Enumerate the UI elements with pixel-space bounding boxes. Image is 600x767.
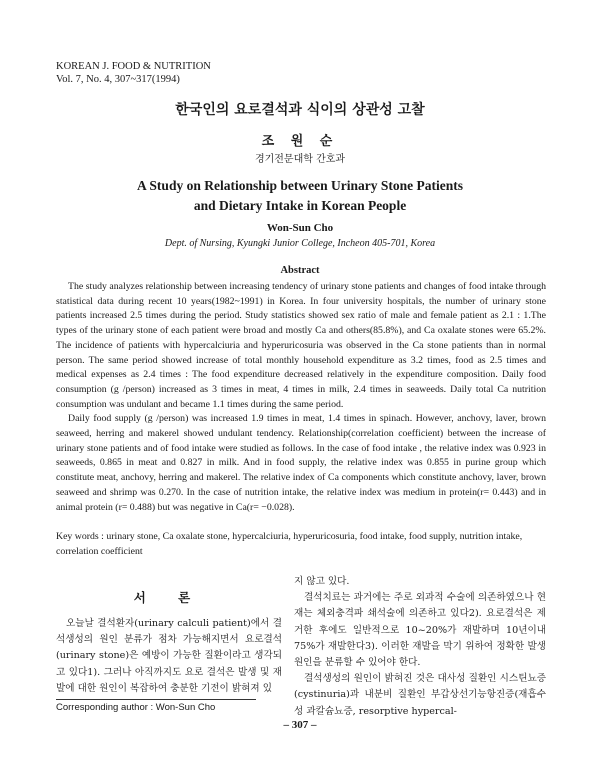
section-heading-introduction: 서 론 [133,590,205,605]
body-paragraph: 지 않고 있다. [294,576,350,587]
abstract-heading: Abstract [280,265,320,276]
body-paragraph: 결석생성의 원인이 밝혀진 것은 대사성 질환인 시스틴뇨증(cystinuria)과 내분비 질환인 부갑상선기능항진증(재흡수성 과칼슘뇨증, resorptive hypercal- [294,673,546,717]
abstract-paragraph: The study analyzes relationship between increasing tendency of urinary stone patients and changes of food intake through statistical data during recent 10 years(1982~1991) in Korea. In four university hospitals, the number of urinary stone patients increased 2.5 times during the period. Study statistics showed sex ratio of male and female patient as 2.1 : 1.The types of the urinary stone of each patient were broad and mostly Ca and others(85.8%), and Ca oxalate stones were 65.2%. The incidence of patients with hypercalciuria and hyperuricosuria was observed in the Ca stone patients than in normal person. The same period showed increase of total monthly household expenditure as 3.2 times, food as 2.5 times and medical expenses as 2.4 times : The food expenditure decreased relatively in the expenditure composition. Daily food consumption (g /person) increased as 3 times in meat, 4 times in milk, 2.4 times in seaweeds. Daily total Ca nutrition consumption was undulant and became 1.1 times during the same period. [56,281,546,410]
right-column-text [294,574,546,720]
left-column [56,580,282,697]
title-english-line2: and Dietary Intake in Korean People [193,198,407,213]
page-number: – 307 – [283,719,317,731]
body-paragraph: 오늘날 결석환자(urinary calculi patient)에서 결석생성의 원인 분류가 점차 가능해지면서 요로결석(urinary stone)은 예방이 가능한 질환이라고 생각되고 있다1). 그러나 아직까지도 요로 결석은 발생 및 재발에 대한 원인이 복잡하여 충분한 기전이 밝혀져 있 [56,618,282,694]
abstract-paragraph: Daily food supply (g /person) was increased 1.9 times in meat, 1.4 times in spinach. However, anchovy, laver, brown seaweed, herring and makerel showed undulant tendency. Relationship(correlation coefficient) between the increase of urinary stone patients and of food intake were studied as follows. In the case of food intake , the relative index was 0.923 in seaweeds, 0.865 in meat and 0.827 in milk. And in food supply, the relative index was 0.855 in purine group which constitute meat, anchovy, herring and makerel. The relative index of Ca components which constitute anchovy, laver, brown seaweed and shrimp was 0.270. In the case of nutrition intake, the relative index was medium in protein(r= 0.443) and in animal protein (r= 0.488) but was negative in Ca(r= −0.028). [56,413,546,513]
title-english-line1: A Study on Relationship between Urinary Stone Patients [137,178,463,193]
abstract-body [56,280,546,515]
author-english: Won-Sun Cho [266,222,334,234]
journal-name: KOREAN J. FOOD & NUTRITION [56,61,211,72]
keywords-text: urinary stone, Ca oxalate stone, hypercalciuria, hyperuricosuria, food intake, food supply, nutrition intake, correlation coefficient [56,531,523,557]
title-korean: 한국인의 요로결석과 식이의 상관성 고찰 [175,102,425,118]
affiliation-korean: 경기전문대학 간호과 [254,154,346,165]
keywords [56,530,546,559]
title-english [0,176,600,216]
right-column [294,574,546,720]
affiliation-english: Dept. of Nursing, Kyungki Junior College, Incheon 405-701, Korea [164,238,436,249]
keywords-label: Key words : [56,531,104,542]
body-paragraph: 결석치료는 과거에는 주로 외과적 수술에 의존하였으나 현재는 체외충격파 쇄석술에 의존하고 있다2). 요로결석은 제거한 후에도 일반적으로 10~20%가 재발하며 10년이내 75%가 재발한다3). 이러한 재발을 막기 위하여 정확한 발생원인을 분류할 수 있어야 한다. [294,592,546,669]
footnote-divider [56,699,256,700]
corresponding-author-footnote: Corresponding author : Won-Sun Cho [56,702,216,713]
left-column-text [56,616,282,697]
journal-header [56,60,211,86]
journal-volume: Vol. 7, No. 4, 307~317(1994) [56,74,180,85]
author-korean: 조 원 순 [261,134,339,149]
